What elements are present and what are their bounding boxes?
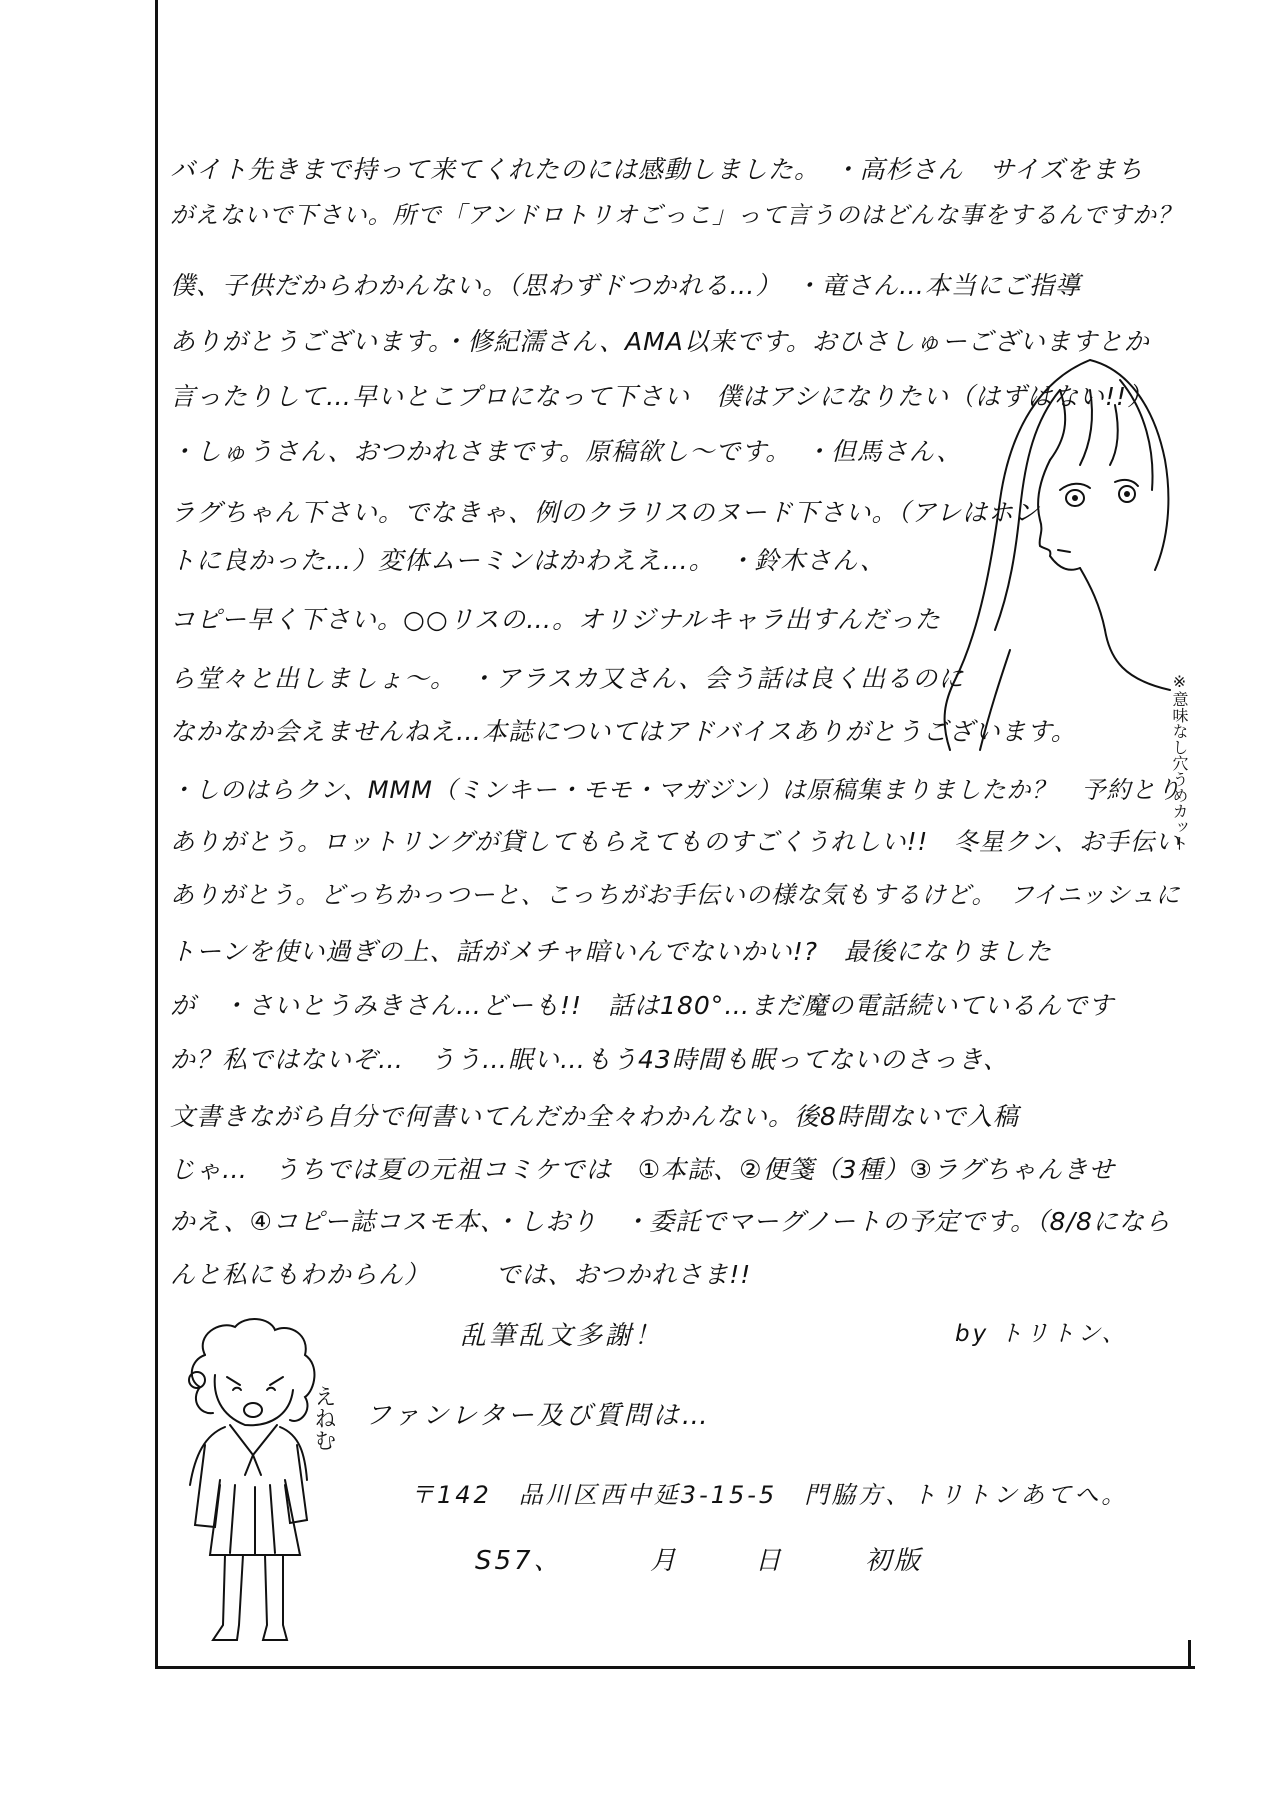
- body-line: なかなか会えませんねえ…本誌についてはアドバイスありがとうございます。: [170, 717, 1077, 746]
- closing-byline: by トリトン、: [955, 1321, 1128, 1347]
- body-line: か？私ではないぞ… うう…眠い…もう43時間も眠ってないのさっき、: [170, 1045, 1009, 1074]
- body-line: ・しのはらクン、MMM（ミンキー・モモ・マガジン）は原稿集まりましたか？ 予約とり: [170, 776, 1182, 804]
- contact-heading: ファンレター及び質問は…: [365, 1401, 711, 1431]
- body-line: トーンを使い過ぎの上、話がメチャ暗いんでないかい!? 最後になりました: [170, 937, 1053, 966]
- edition-month: 月: [650, 1546, 680, 1576]
- body-line: バイト先きまで持って来てくれたのには感動しました。 ・高杉さん サイズをまち: [170, 155, 1144, 184]
- girl-portrait-illustration: [940, 350, 1180, 770]
- body-line: が ・さいとうみきさん…どーも!! 話は180°…まだ魔の電話続いているんです: [170, 991, 1115, 1020]
- closing-thanks: 乱筆乱文多謝！: [460, 1321, 664, 1351]
- edition-year: S57、: [475, 1546, 563, 1576]
- body-line: じゃ… うちでは夏の元祖コミケでは ①本誌、②便箋（3種）③ラグちゃんきせ: [170, 1155, 1115, 1184]
- body-line: かえ、④コピー誌コスモ本、・しおり ・委託でマーグノートの予定です。（8/8になら: [170, 1207, 1171, 1236]
- frame-bottom-border: [155, 1666, 1195, 1669]
- contact-address: 〒142 品川区西中延3-15-5 門脇方、トリトンあてへ。: [410, 1481, 1129, 1509]
- body-line: ありがとう。どっちかっつーと、こっちがお手伝いの様な気もするけど。 フイニッシュに: [170, 881, 1181, 909]
- body-line: ありがとうございます。・修紀濡さん、AMA以来です。おひさしゅーございますとか: [170, 327, 1150, 356]
- body-line: 文書きながら自分で何書いてんだか全々わかんない。後8時間ないで入稿: [170, 1102, 1019, 1131]
- body-line: ラグちゃん下さい。でなきゃ、例のクラリスのヌード下さい。（アレはホン: [170, 498, 1041, 527]
- body-line: ら堂々と出しましょ〜。 ・アラスカ又さん、会う話は良く出るのに: [170, 664, 965, 693]
- character-label: えねむ: [311, 1385, 336, 1451]
- body-line: ・しゅうさん、おつかれさまです。原稿欲し〜です。 ・但馬さん、: [170, 437, 963, 466]
- body-line: 僕、子供だからわかんない。（思わずドつかれる…） ・竜さん…本当にご指導: [170, 271, 1082, 300]
- body-line: ありがとう。ロットリングが貸してもらえてものすごくうれしい!! 冬星クン、お手伝い: [170, 827, 1181, 856]
- body-line: トに良かった…）変体ムーミンはかわええ…。 ・鈴木さん、: [170, 546, 886, 575]
- body-line: んと私にもわからん） では、おつかれさま!!: [170, 1260, 752, 1289]
- edition-day: 日: [755, 1546, 785, 1576]
- body-line: がえないで下さい。所で「アンドロトリオごっこ」って言うのはどんな事をするんですか？: [170, 201, 1182, 229]
- body-line: 言ったりして…早いとこプロになって下さい 僕はアシになりたい（はずはない!!）: [170, 382, 1154, 411]
- edition-label: 初版: [865, 1546, 924, 1576]
- chibi-character-illustration: [165, 1315, 335, 1655]
- frame-corner-mark: [1188, 1640, 1191, 1668]
- frame-left-border: [155, 0, 158, 1668]
- side-note: ※意味なし穴うめカット: [1170, 672, 1189, 851]
- body-line: コピー早く下さい。○○リスの…。オリジナルキャラ出すんだった: [170, 605, 941, 634]
